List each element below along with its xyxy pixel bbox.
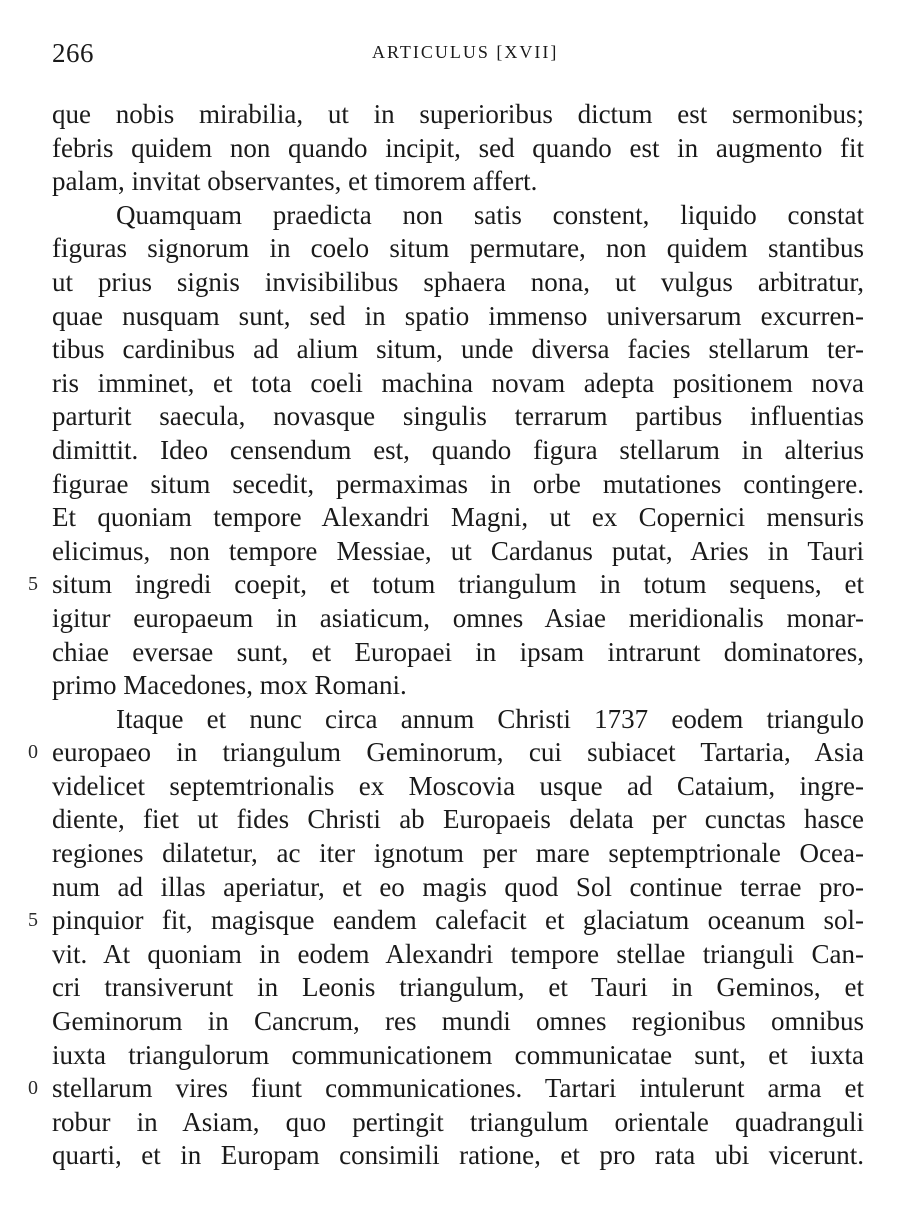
page-number: 266 [52,38,94,68]
text-line: regiones dilatetur, ac iter ignotum per mare septemptrionale Ocea- [52,838,864,869]
text-line: palam, invitat observantes, et timorem affert. [52,166,538,197]
text-line: ris imminet, et tota coeli machina novam adepta positionem nova [52,367,864,398]
text-line: tibus cardinibus ad alium situm, unde diversa facies stellarum ter- [52,334,864,365]
text-line: Quamquam praedicta non satis constent, liquido constat [116,199,864,230]
text-line: cri transiverunt in Leonis triangulum, et Tauri in Geminos, et [52,972,864,1003]
margin-line-number: 5 [28,909,38,931]
text-line: dimittit. Ideo censendum est, quando figura stellarum in alterius [52,434,864,465]
page-header [52,38,872,74]
text-line: quae nusquam sunt, sed in spatio immenso universarum excurren- [52,300,864,331]
text-body [52,98,864,1173]
text-line: primo Macedones, mox Romani. [52,670,407,701]
text-line: que nobis mirabilia, ut in superioribus dictum est sermonibus; [52,99,864,129]
text-line: Geminorum in Cancrum, res mundi omnes regionibus omnibus [52,1006,864,1037]
text-line: chiae eversae sunt, et Europaei in ipsam intrarunt dominatores, [52,636,864,667]
text-line: febris quidem non quando incipit, sed quando est in augmento fit [52,132,864,163]
text-line: iuxta triangulorum communicationem communicatae sunt, et iuxta [52,1039,864,1070]
text-line: videlicet septemtrionalis ex Moscovia usque ad Cataium, ingre- [52,770,864,801]
text-line: quarti, et in Europam consimili ratione, et pro rata ubi vicerunt. [52,1140,864,1171]
running-head: ARTICULUS [XVII] [372,42,559,62]
text-line: figurae situm secedit, permaximas in orbe mutationes contingere. [52,468,864,499]
text-line: figuras signorum in coelo situm permutare, non quidem stantibus [52,233,864,264]
text-line: diente, fiet ut fides Christi ab Europaeis delata per cunctas hasce [52,804,864,835]
text-line: igitur europaeum in asiaticum, omnes Asiae meridionalis monar- [52,602,864,633]
text-line: num ad illas aperiatur, et eo magis quod Sol continue terrae pro- [52,871,864,902]
margin-line-number: 0 [28,741,38,763]
text-line: europaeo in triangulum Geminorum, cui subiacet Tartaria, Asia [52,737,864,768]
text-line: Itaque et nunc circa annum Christi 1737 eodem triangulo [116,703,864,734]
text-line: Et quoniam tempore Alexandri Magni, ut ex Copernici mensuris [52,502,864,533]
text-line: pinquior fit, magisque eandem calefacit et glaciatum oceanum sol- [52,905,864,936]
text-line: stellarum vires fiunt communicationes. Tartari intulerunt arma et [52,1073,864,1104]
margin-line-number: 5 [28,573,38,595]
text-line: elicimus, non tempore Messiae, ut Cardanus putat, Aries in Tauri [52,535,864,566]
text-line: robur in Asiam, quo pertingit triangulum orientale quadranguli [52,1106,864,1137]
text-line: parturit saecula, novasque singulis terrarum partibus influentias [52,401,864,432]
margin-line-number: 0 [28,1077,38,1099]
text-line: situm ingredi coepit, et totum triangulum in totum sequens, et [52,569,864,600]
text-line: ut prius signis invisibilibus sphaera nona, ut vulgus arbitratur, [52,266,864,297]
text-line: vit. At quoniam in eodem Alexandri tempore stellae trianguli Can- [52,938,864,969]
